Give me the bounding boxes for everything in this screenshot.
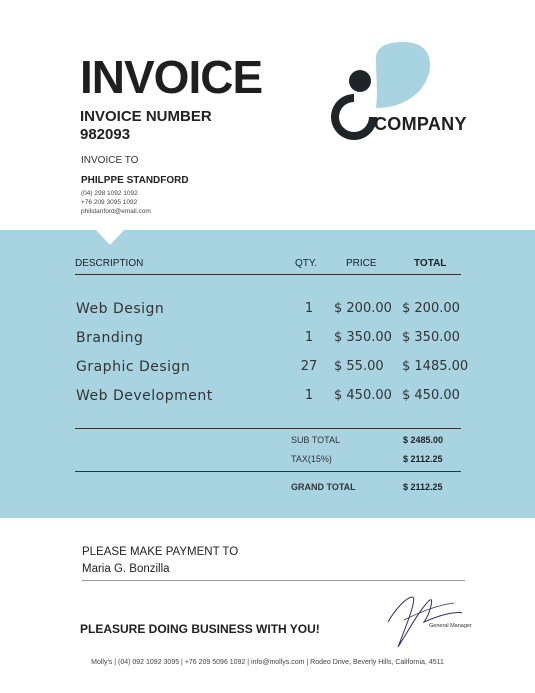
- tax-label: TAX(15%): [291, 454, 332, 464]
- header-divider: [75, 274, 461, 275]
- items-divider: [75, 428, 461, 429]
- closing-message: PLEASURE DOING BUSINESS WITH YOU!: [80, 622, 320, 636]
- col-header-description: DESCRIPTION: [75, 258, 144, 269]
- item-price: $ 200.00: [334, 301, 392, 316]
- payment-label: PLEASE MAKE PAYMENT TO: [82, 546, 239, 558]
- client-phone-2: +76 209 3095 1092: [81, 199, 138, 206]
- item-qty: 1: [304, 301, 314, 316]
- signature-icon: [382, 592, 462, 652]
- logo-body-shape: [331, 94, 377, 140]
- item-description: Web Development: [76, 388, 213, 404]
- item-total: $ 1485.00: [402, 359, 469, 374]
- item-total: $ 200.00: [402, 301, 460, 316]
- item-description: Graphic Design: [76, 359, 191, 375]
- client-email: philstanford@email.com: [81, 208, 151, 215]
- tax-value: $ 2112.25: [403, 454, 443, 464]
- band-notch: [95, 229, 125, 245]
- col-header-price: PRICE: [346, 258, 377, 269]
- col-header-qty: QTY.: [295, 258, 318, 269]
- footer-contact: Molly's | (04) 092 1092 3095 | +76 209 5096 1092 | info@mollys.com | Rodeo Drive, Beverly Hills, California, 4511: [91, 659, 444, 666]
- logo-head-shape: [349, 70, 371, 92]
- payment-name: Maria G. Bonzilla: [82, 563, 170, 575]
- invoice-number-label: INVOICE NUMBER: [80, 108, 212, 125]
- grand-total-label: GRAND TOTAL: [291, 482, 356, 492]
- item-description: Branding: [76, 330, 144, 346]
- logo-leaf-shape: [376, 42, 430, 108]
- col-header-total: TOTAL: [414, 258, 447, 269]
- item-description: Web Design: [76, 301, 165, 317]
- item-price: $ 450.00: [334, 388, 392, 403]
- grand-total-value: $ 2112.25: [403, 482, 443, 492]
- item-total: $ 450.00: [402, 388, 460, 403]
- invoice-to-label: INVOICE TO: [81, 155, 139, 166]
- signature-title: General Manager: [429, 623, 472, 629]
- item-total: $ 350.00: [402, 330, 460, 345]
- invoice-title: INVOICE: [80, 51, 263, 103]
- payment-divider: [82, 580, 465, 581]
- summary-divider: [75, 471, 461, 472]
- item-qty: 27: [300, 359, 318, 374]
- company-name: COMPANY: [374, 114, 467, 134]
- subtotal-label: SUB TOTAL: [291, 435, 341, 445]
- item-qty: 1: [304, 330, 314, 345]
- item-price: $ 55.00: [334, 359, 384, 374]
- invoice-number-value: 982093: [80, 126, 131, 143]
- item-price: $ 350.00: [334, 330, 392, 345]
- client-phone-1: (04) 298 1092 1092: [81, 190, 138, 197]
- subtotal-value: $ 2485.00: [403, 435, 444, 445]
- client-name: PHILPPE STANDFORD: [81, 175, 189, 186]
- item-qty: 1: [304, 388, 314, 403]
